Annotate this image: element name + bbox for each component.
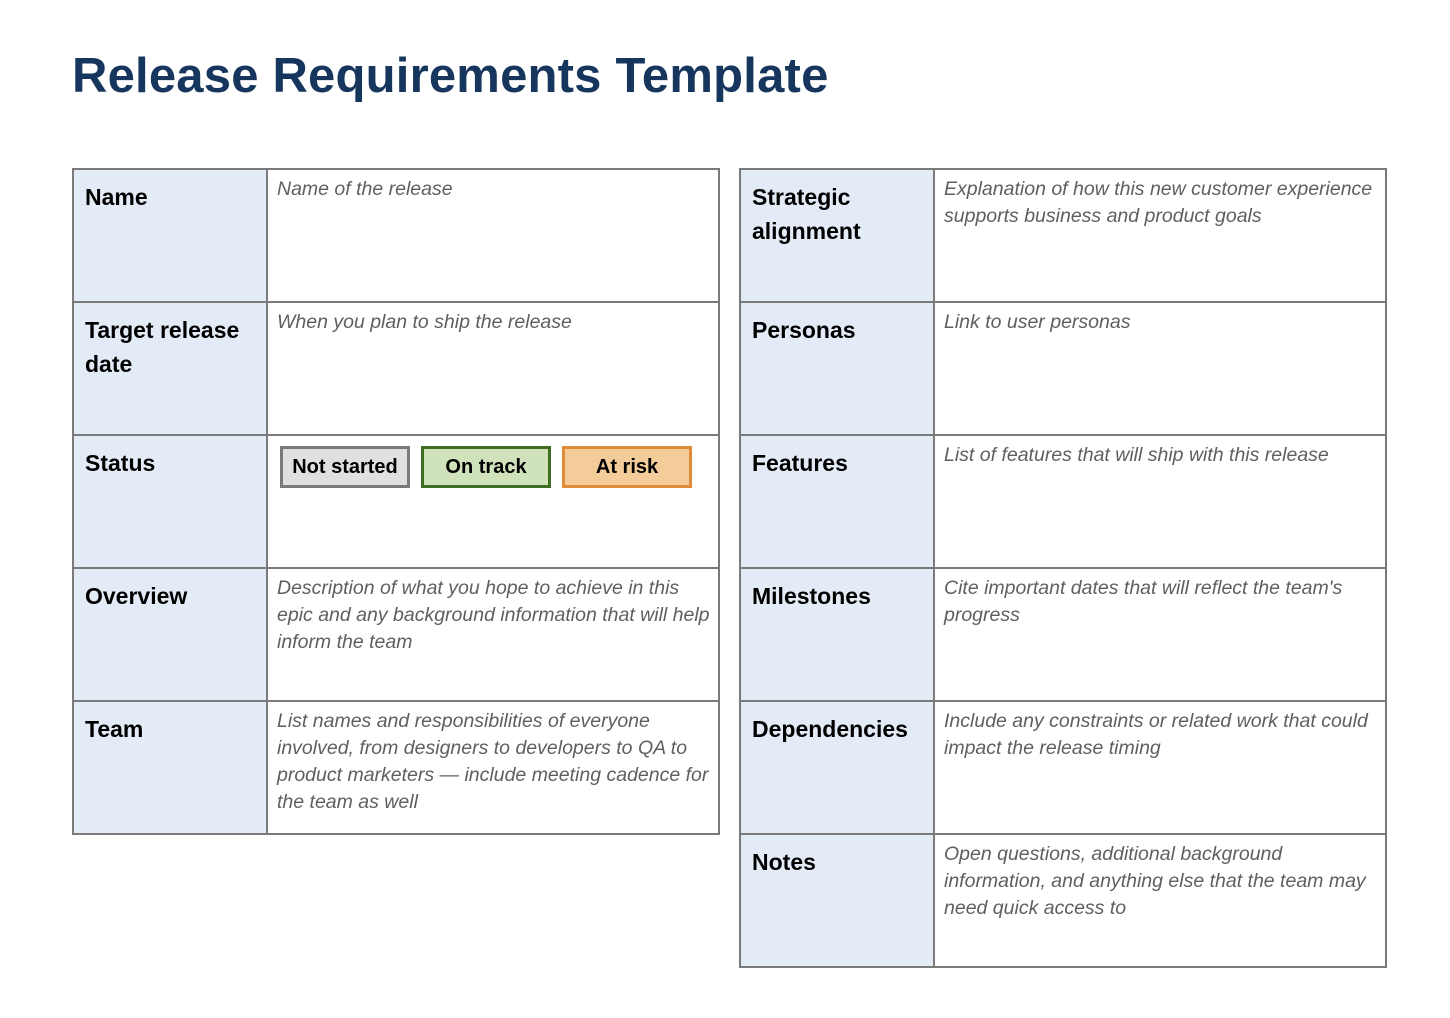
name-description: Name of the release xyxy=(277,178,453,200)
status-badge-not-started[interactable]: Not started xyxy=(280,446,410,488)
personas-row xyxy=(740,302,1386,435)
page-title: Release Requirements Template xyxy=(72,49,829,103)
strategic-alignment-description: Explanation of how this new customer experience supports business and product goals xyxy=(944,178,1373,227)
features-label-cell xyxy=(740,435,934,568)
dependencies-label-cell xyxy=(740,701,934,834)
release-details-table xyxy=(739,168,1387,968)
team-label-cell xyxy=(73,701,267,834)
status-label-cell xyxy=(73,435,267,568)
features-value-cell[interactable] xyxy=(934,435,1386,568)
name-label-cell xyxy=(73,169,267,302)
milestones-row xyxy=(740,568,1386,701)
notes-row xyxy=(740,834,1386,967)
target-release-date-label: Target release date xyxy=(85,317,240,377)
name-value-cell[interactable] xyxy=(267,169,719,302)
name-label: Name xyxy=(85,184,148,210)
target-release-date-label-cell xyxy=(73,302,267,435)
target-release-date-value-cell[interactable] xyxy=(267,302,719,435)
team-label: Team xyxy=(85,716,144,742)
name-row xyxy=(73,169,719,302)
milestones-description: Cite important dates that will reflect the team's progress xyxy=(944,577,1343,626)
dependencies-description: Include any constraints or related work that could impact the release timing xyxy=(944,710,1368,759)
notes-label: Notes xyxy=(752,849,816,875)
team-description: List names and responsibilities of everyone involved, from designers to developers to QA to product marketers — include meeting cadence for the team as well xyxy=(277,710,709,813)
strategic-alignment-label: Strategic alignment xyxy=(752,184,861,244)
target-release-date-description: When you plan to ship the release xyxy=(277,311,572,333)
status-value-cell xyxy=(267,435,719,568)
status-row xyxy=(73,435,719,568)
overview-row xyxy=(73,568,719,701)
strategic-alignment-label-cell xyxy=(740,169,934,302)
milestones-value-cell[interactable] xyxy=(934,568,1386,701)
team-value-cell[interactable] xyxy=(267,701,719,834)
status-badge-at-risk[interactable]: At risk xyxy=(562,446,692,488)
release-info-table xyxy=(72,168,720,835)
features-description: List of features that will ship with this release xyxy=(944,444,1329,466)
milestones-label: Milestones xyxy=(752,583,871,609)
milestones-label-cell xyxy=(740,568,934,701)
notes-value-cell[interactable] xyxy=(934,834,1386,967)
dependencies-row xyxy=(740,701,1386,834)
overview-label-cell xyxy=(73,568,267,701)
dependencies-label: Dependencies xyxy=(752,716,908,742)
features-label: Features xyxy=(752,450,848,476)
personas-description: Link to user personas xyxy=(944,311,1131,333)
team-row xyxy=(73,701,719,834)
status-badge-group xyxy=(268,436,718,488)
overview-description: Description of what you hope to achieve in this epic and any background information that will help inform the team xyxy=(277,577,710,653)
strategic-alignment-row xyxy=(740,169,1386,302)
target-release-date-row xyxy=(73,302,719,435)
personas-label: Personas xyxy=(752,317,856,343)
personas-label-cell xyxy=(740,302,934,435)
notes-label-cell xyxy=(740,834,934,967)
status-badge-on-track[interactable]: On track xyxy=(421,446,551,488)
features-row xyxy=(740,435,1386,568)
personas-value-cell[interactable] xyxy=(934,302,1386,435)
status-label: Status xyxy=(85,450,156,476)
overview-label: Overview xyxy=(85,583,188,609)
notes-description: Open questions, additional background information, and anything else that the team may need quick access to xyxy=(944,843,1366,919)
dependencies-value-cell[interactable] xyxy=(934,701,1386,834)
strategic-alignment-value-cell[interactable] xyxy=(934,169,1386,302)
overview-value-cell[interactable] xyxy=(267,568,719,701)
